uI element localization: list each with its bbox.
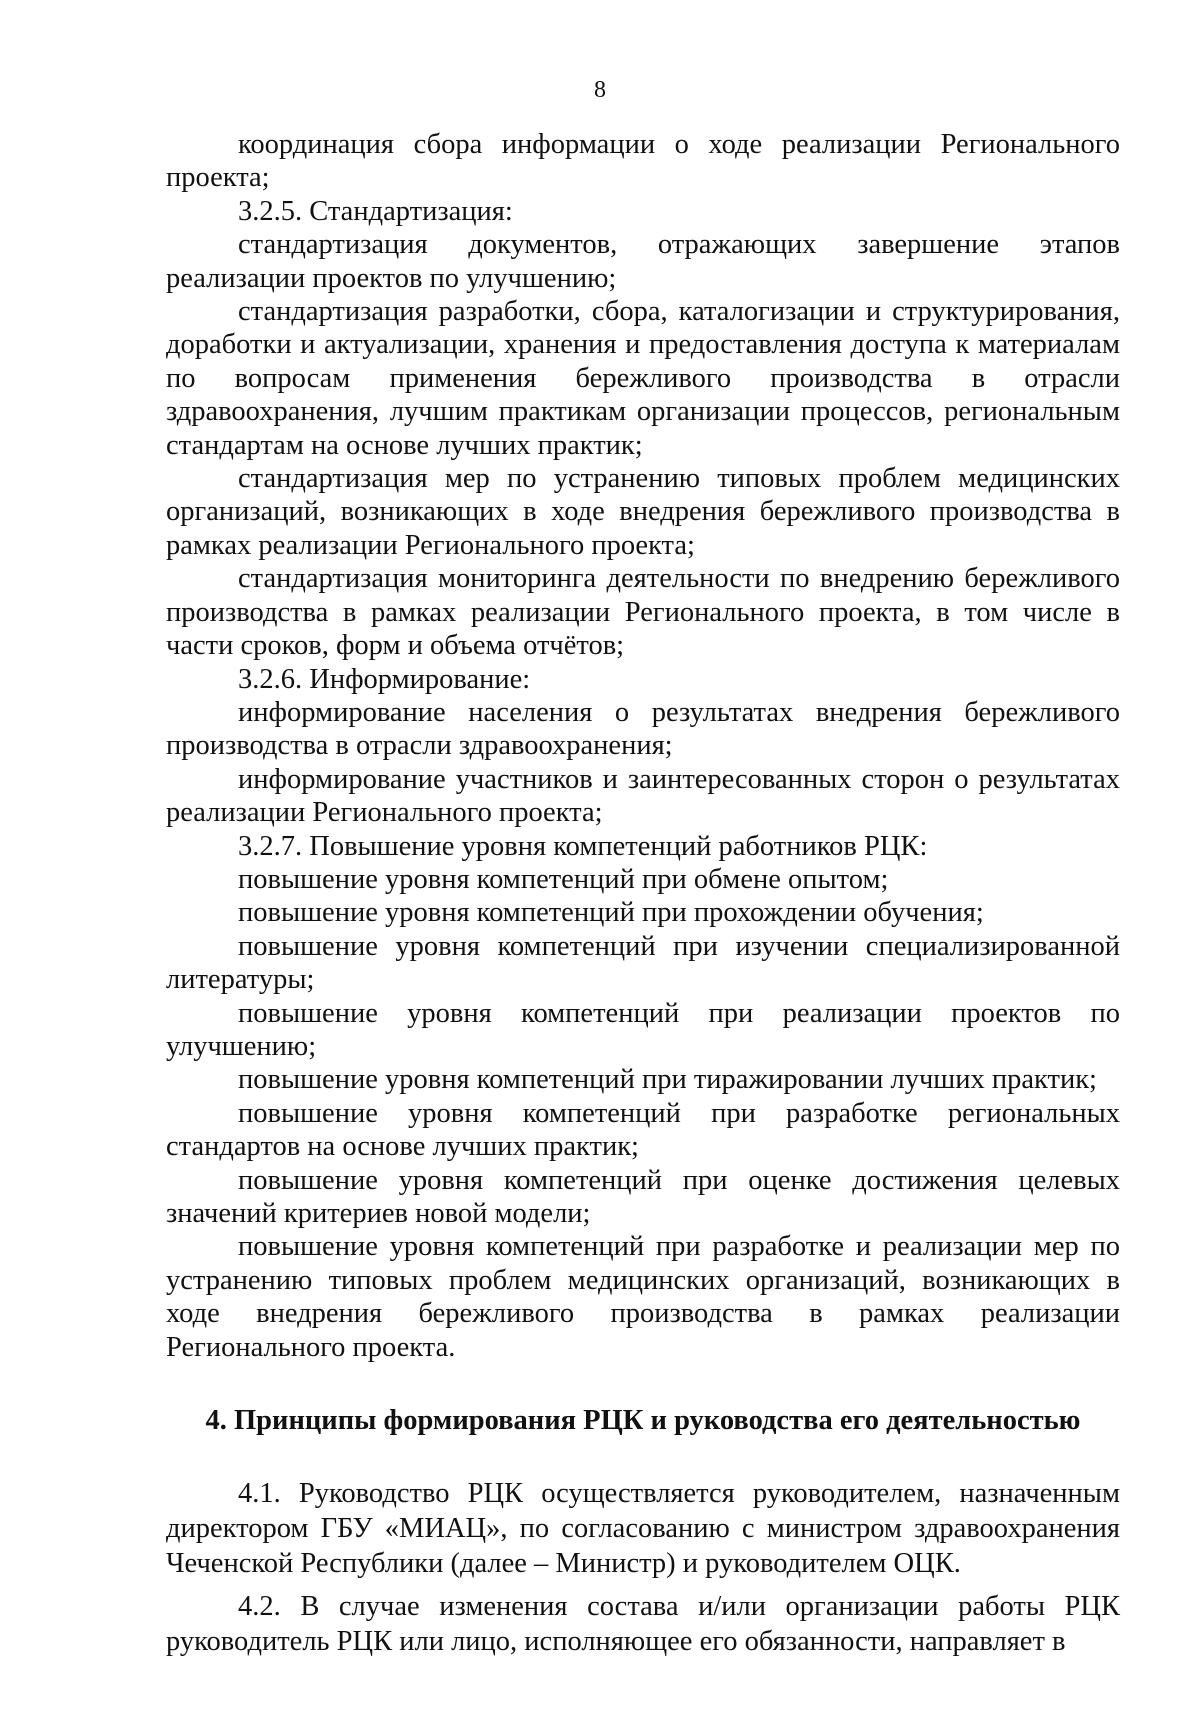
paragraph: повышение уровня компетенций при обмене опытом; bbox=[238, 863, 889, 895]
section-4-body bbox=[166, 1476, 1120, 1659]
paragraph: стандартизация мер по устранению типовых проблем медицинских организаций, возникающих в ходе внедрения бережливого производства в рамках реализации Регионального проекта; bbox=[166, 463, 1120, 561]
section-heading-4: 4. Принципы формирования РЦК и руководства его деятельностью bbox=[205, 1405, 1081, 1437]
subsection-heading-3-2-6: 3.2.6. Информирование: bbox=[238, 663, 531, 695]
paragraph-4-2: 4.2. В случае изменения состава и/или организации работы РЦК руководитель РЦК или лицо, исполняющее его обязанности, направляет в bbox=[166, 1591, 1120, 1658]
subsection-heading-3-2-5: 3.2.5. Стандартизация: bbox=[238, 195, 513, 227]
paragraph: повышение уровня компетенций при изучении специализированной литературы; bbox=[166, 930, 1120, 996]
paragraph: повышение уровня компетенций при тиражировании лучших практик; bbox=[238, 1064, 1097, 1096]
paragraph: информирование участников и заинтересованных сторон о результатах реализации Регионального проекта; bbox=[166, 763, 1120, 829]
paragraph: повышение уровня компетенций при оценке достижения целевых значений критериев новой модели; bbox=[166, 1164, 1120, 1229]
paragraph: информирование населения о результатах внедрения бережливого производства в отрасли здравоохранения; bbox=[166, 696, 1120, 762]
paragraph: повышение уровня компетенций при реализации проектов по улучшению; bbox=[166, 997, 1120, 1062]
paragraph: координация сбора информации о ходе реализации Регионального проекта; bbox=[166, 129, 1120, 194]
document-body bbox=[166, 128, 1120, 1659]
paragraph-4-1: 4.1. Руководство РЦК осуществляется руководителем, назначенным директором ГБУ «МИАЦ», по согласованию с министром здравоохранения Чеченской Республики (далее – Министр) и руководителем ОЦК. bbox=[166, 1478, 1120, 1580]
subsection-heading-3-2-7: 3.2.7. Повышение уровня компетенций работников РЦК: bbox=[238, 830, 928, 862]
paragraph: стандартизация разработки, сбора, каталогизации и структурирования, доработки и актуализации, хранения и предоставления доступа к материалам по вопросам применения бережливого производства в отрасли здравоохранения, лучшим практикам организации процессов, региональным стандартам на основе лучших практик; bbox=[166, 296, 1120, 461]
page-number: 8 bbox=[594, 77, 606, 103]
paragraph: повышение уровня компетенций при разработке и реализации мер по устранению типовых проблем медицинских организаций, возникающих в ходе внедрения бережливого производства в рамках реализации Регионального проекта. bbox=[166, 1231, 1120, 1363]
paragraph: повышение уровня компетенций при разработке региональных стандартов на основе лучших практик; bbox=[166, 1097, 1120, 1163]
paragraph: стандартизация мониторинга деятельности по внедрению бережливого производства в рамках реализации Регионального проекта, в том числе в части сроков, форм и объема отчётов; bbox=[166, 563, 1120, 662]
paragraph: стандартизация документов, отражающих завершение этапов реализации проектов по улучшению; bbox=[166, 229, 1120, 294]
paragraph: повышение уровня компетенций при прохождении обучения; bbox=[238, 897, 984, 929]
